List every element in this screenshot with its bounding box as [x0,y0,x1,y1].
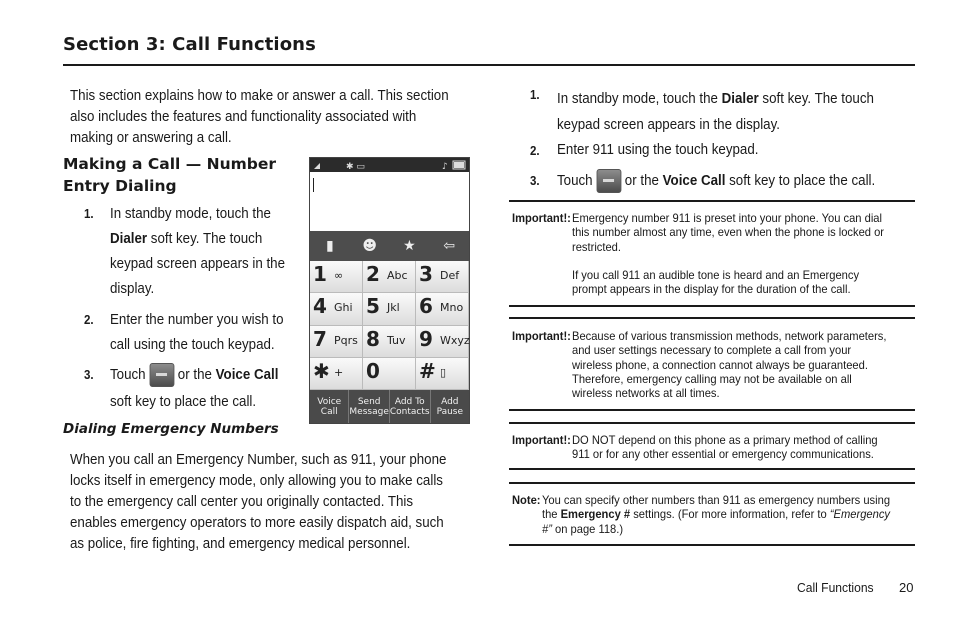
para-line: When you call an Emergency Number, such as 911, your phone [70,452,447,468]
step-text: soft key. The touch [147,231,263,247]
making-call-heading [63,153,276,197]
voice-call-key-name: Voice Call [662,172,726,189]
right-step-2-text: Enter 911 using the touch keypad. [557,142,759,158]
note-rule-bottom [509,544,915,546]
phone-key: 8 Tuv [363,326,416,358]
emergency-paragraph [70,450,446,555]
left-step-1 [84,202,94,227]
step-line: keypad screen appears in the [110,256,286,272]
note-rule [509,305,915,307]
phone-key: 6 Mno [416,293,469,325]
phone-key: 0 [363,358,416,390]
svg-text:♪: ♪ [442,162,448,172]
phone-key: 4 Ghi [310,293,363,325]
contacts-icon: ☻ [362,238,377,254]
right-step-1-number [530,87,540,103]
setting-name: Emergency # [560,507,631,522]
phone-key: ✱ + [310,358,363,390]
note-rule [509,482,915,484]
important-label: Important!: [512,433,571,447]
note-line: You can specify other numbers than 911 as emergency numbers using [542,493,891,507]
intro-line: making or answering a call. [70,130,232,146]
phone-top-icons [310,231,469,261]
dialer-key-name: Dialer [110,231,148,247]
note-line: 911 or for any other essential or emergency communications. [572,447,874,462]
para-line: locks itself in emergency mode, only allowing you to make calls [70,473,443,489]
note-line: If you call 911 an audible tone is heard and an Emergency [572,267,860,282]
note-line: wireless phone, a connection cannot always be guaranteed. [572,357,868,372]
step-number: 2. [84,313,94,327]
note-line: this number almost any time, even when the phone is locked or [572,225,885,240]
para-line: to the emergency call center you originally contacted. This [70,494,414,510]
note-line: DO NOT depend on this phone as a primary method of calling [572,433,878,447]
note-line: Emergency number 911 is preset into your phone. You can dial [572,211,882,225]
note-line: and user settings necessary to complete a call from your [572,343,852,358]
note-text-part: the [542,507,561,522]
left-step-2-text [110,308,284,358]
step-number: 3. [530,174,540,188]
step-text: soft key to place the call. [729,172,876,189]
important-note-2 [572,329,886,400]
step-line [110,227,285,252]
heading-line: Entry Dialing [63,177,177,195]
important-note-3 [572,433,878,462]
left-step-3 [84,363,94,388]
note-rule [509,468,915,470]
soft-key: Add To Contacts [390,390,431,423]
intro-line: also includes the features and functionality associated with [70,109,417,125]
note-line: Therefore, emergency calling may not be available on all [572,371,852,386]
section-title: Section 3: Call Functions [63,34,316,55]
note-text-part: on page 118.) [551,521,624,536]
step-text: soft key. The touch [758,91,874,107]
step-text: Touch [557,172,593,189]
note-line: wireless networks at all times. [572,386,720,401]
phone-key: 2 Abc [363,261,416,293]
step-line [110,362,278,389]
step-text: Touch [110,367,146,383]
intro-paragraph [70,86,449,149]
voice-call-key-name: Voice Call [215,367,279,383]
step-line: soft key to place the call. [110,394,257,410]
phone-key: 1 ∞ [310,261,363,293]
step-line: Enter the number you wish to [110,312,284,328]
step-number: 3. [84,368,94,382]
title-rule [63,64,915,66]
emergency-heading: Dialing Emergency Numbers [63,421,279,437]
note-line: prompt appears in the display for the duration of the call. [572,282,851,297]
note-rule [509,317,915,319]
step-line: call using the touch keypad. [110,337,275,353]
phone-key: 9 Wxyz [416,326,469,358]
page-number: 20 [899,580,914,595]
step-text: or the [177,367,212,383]
note-rule [509,422,915,424]
footer-section-label: Call Functions [797,580,874,595]
note-line [542,522,890,536]
svg-text:✱ ▭: ✱ ▭ [346,162,365,172]
phone-keypad [310,261,469,390]
right-step-1-text [557,86,874,138]
step-line [557,86,874,112]
step-line: In standby mode, touch the [110,206,271,222]
note-line [542,507,890,521]
step-number: 1. [84,207,94,221]
intro-line: This section explains how to make or answer a call. This section [70,88,449,104]
dialer-key-name: Dialer [721,91,759,107]
favorites-icon: ★ [403,238,416,254]
note-text [542,493,890,536]
right-step-2-number [530,143,540,159]
step-text: or the [624,172,659,189]
phone-status-bar [310,158,469,172]
para-line: enables emergency operators to more easily dispatch aid, such [70,515,444,531]
important-label: Important!: [512,211,571,225]
note-line: restricted. [572,239,621,254]
step-line: keypad screen appears in the display. [557,117,780,133]
phone-soft-keys [310,390,469,423]
soft-key: Send Message [349,390,389,423]
backspace-icon: ⇦ [443,238,455,254]
heading-line: Making a Call — Number [63,155,277,173]
left-step-2 [84,308,94,333]
phone-dialer-screenshot [309,157,470,424]
left-step-3-text [110,362,278,416]
note-rule-top [509,200,915,202]
step-line: display. [110,281,155,297]
soft-key: Voice Call [310,390,349,423]
left-step-1-text [110,202,285,302]
cross-reference: #” [542,521,552,536]
right-step-3-number [530,173,540,189]
note-label: Note: [512,493,541,507]
right-step-3-text [557,169,875,193]
soft-key: Add Pause [436,396,464,417]
para-line: as police, fire fighting, and emergency medical personnel. [70,536,411,552]
send-key-icon [596,169,621,193]
step-number: 1. [530,88,540,102]
note-text-part: settings. (For more information, refer to [630,507,830,522]
text-cursor [313,178,314,192]
send-key-icon [149,363,174,387]
step-text: In standby mode, touch the [557,91,718,107]
note-rule [509,409,915,411]
note-line: Because of various transmission methods, network parameters, [572,329,887,343]
phone-key: 7 Pqrs [310,326,363,358]
step-number: 2. [530,144,540,158]
important-label: Important!: [512,329,571,343]
phone-key: 3 Def [416,261,469,293]
phone-key: 5 Jkl [363,293,416,325]
voicemail-icon: ▮ [326,238,334,254]
phone-key: # ▯ [416,358,469,390]
important-note-1 [572,211,884,296]
cross-reference: “Emergency [829,507,890,522]
